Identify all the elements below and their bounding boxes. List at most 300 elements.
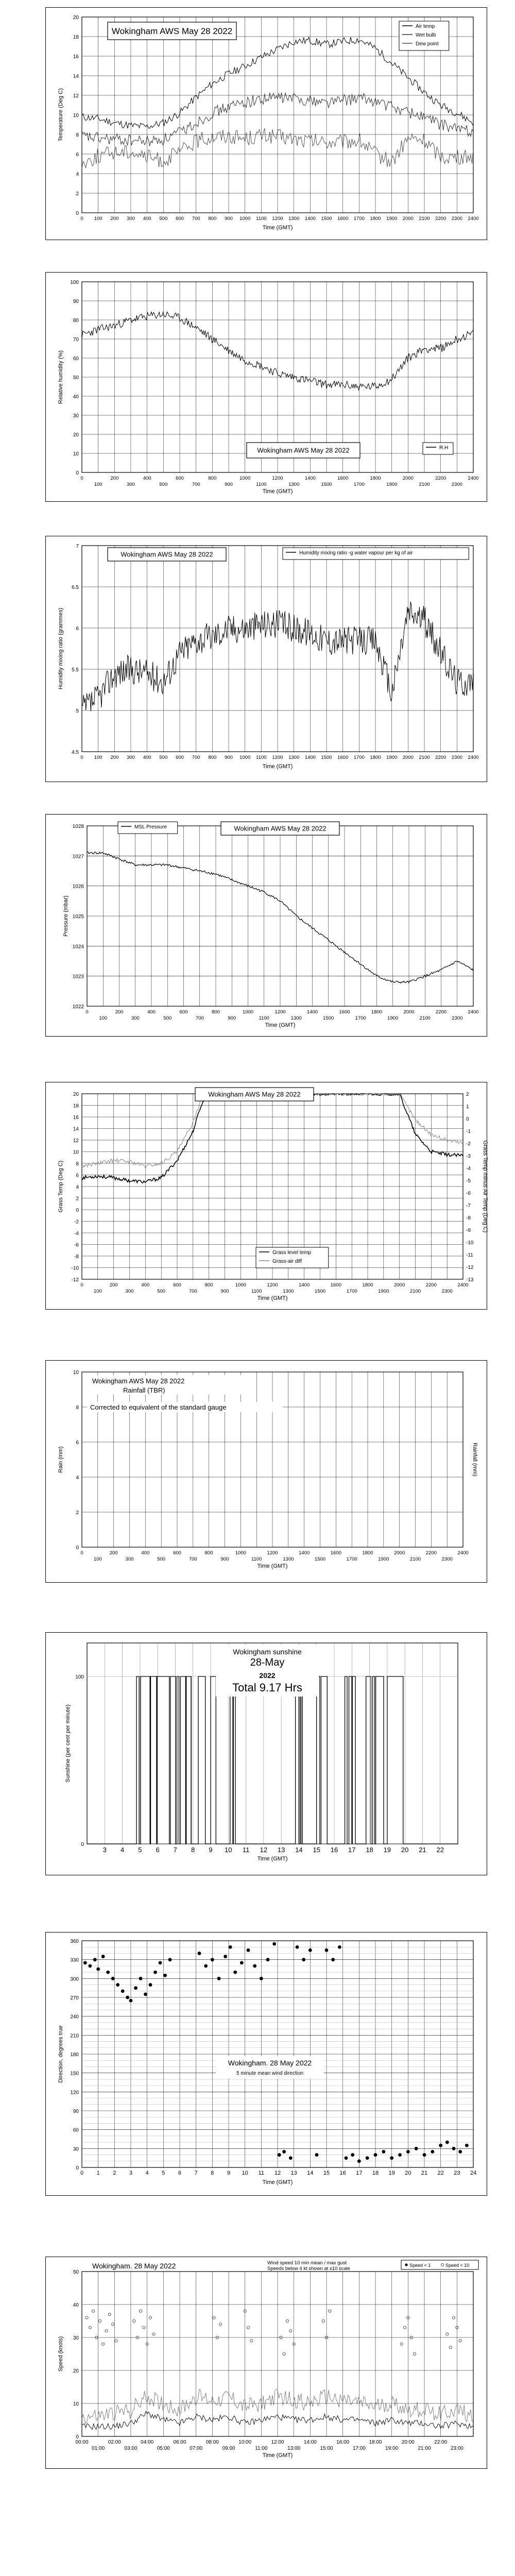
y-tick-label: 30 (73, 413, 79, 419)
grass-temp-chart-panel (45, 1082, 487, 1310)
x-tick-label: 1700 (353, 755, 365, 760)
wind-direction-point (296, 1945, 299, 1949)
x-tick-label: 1200 (272, 216, 283, 222)
x-tick-label: 2400 (457, 1550, 469, 1556)
x-tick-label: 10 (242, 2170, 248, 2176)
wind-direction-point (398, 2153, 402, 2157)
y-tick-label: 360 (70, 1939, 79, 1944)
x-tick-label: 16 (339, 2170, 346, 2176)
y-tick-label: 330 (70, 1957, 79, 1963)
x-tick-label: 15 (313, 1846, 320, 1854)
sunshine-chart-panel (45, 1632, 487, 1875)
x-tick-label: 2000 (403, 1009, 415, 1015)
x-tick-label: 1400 (306, 1009, 318, 1015)
x-tick-label: 18:00 (369, 2439, 382, 2445)
y2-tick-label: -8 (466, 1215, 471, 1221)
x-tick-label: 400 (141, 1550, 150, 1556)
y-tick-label: 4 (76, 1475, 79, 1481)
x-tick-label: 17 (348, 1846, 356, 1854)
x-tick-label: 7 (194, 2170, 198, 2176)
rain-chart-subtitle: Rainfall (TBR) (123, 1386, 165, 1394)
x-tick-label: 10 (225, 1846, 232, 1854)
y-tick-label: 6 (76, 1440, 79, 1446)
x-tick-label: 19:00 (385, 2446, 399, 2451)
x-tick-label: 8 (191, 1846, 195, 1854)
wind-direction-point (144, 1992, 147, 1996)
y-axis-label: Relative humidity (%) (58, 350, 64, 404)
x-tick-label: 06:00 (173, 2439, 186, 2445)
y-axis-label: Pressure (mbar) (63, 895, 69, 937)
y2-axis-label: Rainfall (mm) (472, 1443, 478, 1477)
wind-speed-subtitle2: Speeds below 4 kt shown at x10 scale (267, 2266, 351, 2272)
y-tick-label: 2 (76, 191, 79, 197)
x-tick-label: 1600 (330, 1550, 341, 1556)
y-axis-label: Speed (knots) (58, 2336, 64, 2372)
x-tick-label: 1600 (337, 755, 349, 760)
wind-direction-point (278, 2153, 281, 2157)
x-tick-label: 17 (356, 2170, 363, 2176)
wind-direction-point (351, 2153, 354, 2157)
humidity-chart (46, 273, 487, 501)
grass-temp-chart (46, 1082, 487, 1309)
x-tick-label: 700 (192, 755, 200, 760)
x-tick-label: 12:00 (271, 2439, 284, 2445)
y-tick-label: -2 (74, 1219, 79, 1225)
y-tick-label: 8 (76, 1405, 79, 1411)
x-tick-label: 600 (173, 1550, 181, 1556)
x-tick-label: 18 (366, 1846, 373, 1854)
y2-tick-label: -6 (466, 1191, 471, 1196)
legend-entry: Speed < 10 (445, 2263, 470, 2268)
wind-direction-point (406, 2150, 410, 2154)
x-tick-label: 15:00 (320, 2446, 333, 2451)
y-tick-label: 210 (70, 2033, 79, 2039)
wind-direction-point (83, 1961, 87, 1964)
y-tick-label: 0 (76, 211, 79, 216)
x-tick-label: 800 (212, 1009, 220, 1015)
x-tick-label: 0 (80, 1282, 83, 1288)
x-tick-label: 20 (401, 1846, 409, 1854)
x-tick-label: 09:00 (222, 2446, 235, 2451)
y2-tick-label: -3 (466, 1154, 471, 1159)
x-tick-label: 2100 (409, 1289, 421, 1294)
wind-direction-point (260, 1977, 263, 1980)
x-tick-label: 300 (127, 216, 135, 222)
wind-direction-point (88, 1964, 92, 1968)
y-tick-label: 300 (70, 1976, 79, 1982)
x-tick-label: 1800 (371, 1009, 383, 1015)
x-tick-label: 0 (85, 1009, 89, 1015)
rain-chart-title: Wokingham AWS May 28 2022 (92, 1377, 185, 1385)
x-tick-label: 400 (143, 476, 151, 481)
x-tick-label: 2300 (441, 1289, 453, 1294)
x-tick-label: 400 (141, 1282, 150, 1288)
mixing-ratio-chart (46, 536, 487, 782)
y-tick-label: 100 (75, 1674, 84, 1680)
x-tick-label: 2 (113, 2170, 116, 2176)
y-tick-label: 4 (76, 172, 79, 177)
x-tick-label: 600 (176, 216, 184, 222)
y-tick-label: -4 (74, 1231, 79, 1236)
x-tick-label: 800 (204, 1550, 213, 1556)
x-tick-label: 3 (129, 2170, 133, 2176)
y-tick-label: 30 (73, 2146, 79, 2153)
x-tick-label: 1200 (272, 755, 283, 760)
y-tick-label: 10 (73, 2401, 79, 2407)
x-tick-label: 500 (159, 482, 168, 487)
x-tick-label: 2000 (402, 476, 414, 481)
x-tick-label: 19 (388, 2170, 395, 2176)
x-tick-label: 1400 (304, 476, 316, 481)
y-tick-label: 70 (73, 337, 79, 343)
x-tick-label: 7 (173, 1846, 178, 1854)
y-axis-label: Humidity mixing ratio (grammes) (58, 607, 64, 690)
x-tick-label: 4 (120, 1846, 125, 1854)
x-tick-label: 800 (208, 755, 217, 760)
wind-direction-point (217, 1977, 221, 1980)
wind-direction-point (390, 2156, 393, 2160)
sunshine-chart (46, 1633, 487, 1875)
x-tick-label: 2100 (419, 755, 430, 760)
x-tick-label: 2000 (402, 755, 414, 760)
x-tick-label: 700 (195, 1015, 204, 1021)
wind-direction-point (308, 1948, 312, 1952)
y-tick-label: 20 (73, 15, 79, 21)
x-tick-label: 2300 (441, 1556, 453, 1562)
x-tick-label: 2100 (419, 216, 430, 222)
x-tick-label: 1800 (362, 1282, 373, 1288)
pressure-chart-title: Wokingham AWS May 28 2022 (234, 824, 327, 833)
x-tick-label: 800 (208, 476, 217, 481)
x-tick-label: 300 (127, 755, 135, 760)
grass-chart-title: Wokingham AWS May 28 2022 (208, 1090, 301, 1098)
x-tick-label: 900 (225, 755, 233, 760)
x-tick-label: 0 (80, 1550, 83, 1556)
y-tick-label: 10 (73, 113, 79, 118)
x-tick-label: 01:00 (92, 2446, 105, 2451)
legend-box (423, 443, 453, 454)
y-tick-label: 120 (70, 2090, 79, 2096)
wind-direction-point (224, 1955, 227, 1958)
x-tick-label: 23:00 (450, 2446, 464, 2451)
x-tick-label: 1300 (288, 482, 300, 487)
wind-direction-point (116, 1983, 119, 1987)
x-tick-label: 14:00 (303, 2439, 317, 2445)
y2-tick-label: -9 (466, 1228, 471, 1233)
y-tick-label: 5.5 (72, 667, 79, 673)
y-tick-label: 240 (70, 2014, 79, 2020)
x-tick-label: 2000 (402, 216, 414, 222)
x-tick-label: 2000 (394, 1282, 405, 1288)
y-tick-label: 6.5 (72, 585, 79, 590)
x-tick-label: 1500 (321, 482, 332, 487)
x-tick-label: 1800 (370, 755, 381, 760)
humidity-chart-title: Wokingham AWS May 28 2022 (257, 446, 350, 454)
x-tick-label: 03:00 (124, 2446, 138, 2451)
y-tick-label: 180 (70, 2052, 79, 2058)
y-tick-label: 7 (76, 544, 79, 549)
x-tick-label: 2100 (419, 482, 430, 487)
x-tick-label: 700 (192, 482, 200, 487)
wind-speed-subtitle: Wind speed 10 min mean / max gust (267, 2260, 347, 2266)
wind-direction-point (331, 1958, 335, 1961)
x-tick-label: 1000 (239, 216, 251, 222)
x-tick-label: 10:00 (238, 2439, 252, 2445)
y-tick-label: 1028 (72, 824, 84, 829)
sunshine-date: 28-May (250, 1657, 285, 1668)
wind-direction-point (423, 2153, 426, 2157)
x-tick-label: 0 (80, 2170, 84, 2176)
x-tick-label: 2300 (451, 216, 462, 222)
x-tick-label: 1000 (242, 1009, 254, 1015)
wind-direction-point (159, 1961, 162, 1964)
wind-speed-chart-panel (45, 2257, 487, 2469)
y-tick-label: 270 (70, 1995, 79, 2001)
y-tick-label: 0 (76, 470, 79, 476)
x-tick-label: 1100 (251, 1289, 262, 1294)
x-tick-label: 1100 (256, 482, 267, 487)
x-tick-label: 1300 (290, 1015, 302, 1021)
x-tick-label: 2400 (468, 476, 479, 481)
wind-direction-point (289, 2156, 293, 2160)
wind-direction-point (111, 1977, 115, 1980)
x-tick-label: 21 (421, 2170, 428, 2176)
x-tick-label: 1400 (304, 216, 316, 222)
y2-tick-label: -12 (466, 1265, 474, 1270)
x-tick-label: 700 (188, 1556, 197, 1562)
y-tick-label: 10 (73, 1149, 79, 1156)
y-tick-label: 14 (73, 74, 79, 79)
x-tick-label: 5 (162, 2170, 165, 2176)
y-tick-label: 100 (70, 280, 79, 285)
x-tick-label: 16 (330, 1846, 338, 1854)
x-tick-label: 4 (145, 2170, 149, 2176)
wind-direction-point (345, 2156, 348, 2160)
x-tick-label: 1500 (314, 1556, 326, 1562)
wind-direction-point (93, 1958, 97, 1961)
y-tick-label: -12 (71, 1277, 79, 1283)
x-tick-label: 19 (383, 1846, 391, 1854)
x-tick-label: 500 (163, 1015, 172, 1021)
wind-direction-point (168, 1958, 172, 1961)
y-tick-label: 30 (73, 2335, 79, 2341)
x-tick-label: 1300 (283, 1289, 294, 1294)
y-tick-label: 0 (76, 2165, 79, 2171)
x-tick-label: 900 (220, 1556, 229, 1562)
y2-tick-label: -2 (466, 1141, 471, 1147)
wind-direction-point (139, 1977, 143, 1980)
x-tick-label: 100 (99, 1015, 108, 1021)
x-tick-label: 1900 (378, 1289, 389, 1294)
x-tick-label: 1600 (339, 1009, 350, 1015)
x-axis-label: Time (GMT) (262, 2452, 293, 2459)
x-tick-label: 14 (295, 1846, 303, 1854)
x-tick-label: 500 (157, 1289, 166, 1294)
x-tick-label: 1100 (251, 1556, 262, 1562)
x-tick-label: 1900 (387, 1015, 399, 1021)
y-tick-label: 40 (73, 394, 79, 400)
x-tick-label: 1000 (239, 476, 251, 481)
x-tick-label: 0 (80, 476, 83, 481)
x-tick-label: 300 (131, 1015, 140, 1021)
y-tick-label: 10 (73, 451, 79, 457)
x-tick-label: 9 (209, 1846, 213, 1854)
x-tick-label: 1200 (272, 476, 283, 481)
y-tick-label: 8 (76, 1161, 79, 1167)
y-tick-label: 20 (73, 432, 79, 438)
x-tick-label: 22 (436, 1846, 444, 1854)
x-tick-label: 2200 (425, 1282, 437, 1288)
x-tick-label: 20:00 (401, 2439, 415, 2445)
wind-direction-point (431, 2150, 434, 2154)
x-tick-label: 1100 (259, 1015, 269, 1021)
wind-direction-point (458, 2150, 462, 2154)
x-tick-label: 200 (109, 1550, 118, 1556)
y-axis-label: Rain (mm) (58, 1446, 64, 1473)
x-tick-label: 05:00 (157, 2446, 170, 2451)
legend-entry: Grass level temp (272, 1250, 312, 1256)
wind-direction-point (415, 2147, 418, 2150)
y-tick-label: 14 (73, 1126, 79, 1132)
wind-direction-point (315, 2153, 319, 2157)
x-tick-label: 07:00 (190, 2446, 203, 2451)
wind-direction-point (439, 2144, 442, 2147)
x-tick-label: 1700 (346, 1289, 357, 1294)
y2-tick-label: -11 (466, 1252, 473, 1258)
x-tick-label: 100 (94, 755, 102, 760)
x-tick-label: 1300 (288, 755, 300, 760)
wind-direction-point (266, 1958, 270, 1961)
wind-direction-chart (46, 1933, 487, 2195)
x-tick-label: 11 (258, 2170, 265, 2176)
wind-direction-point (374, 2153, 377, 2157)
x-tick-label: 04:00 (141, 2439, 154, 2445)
y-tick-label: 4.5 (72, 750, 79, 755)
x-tick-label: 1400 (304, 755, 316, 760)
wind-direction-point (445, 2141, 449, 2144)
x-tick-label: 6 (156, 1846, 160, 1854)
x-tick-label: 1900 (386, 216, 398, 222)
y2-tick-label: 0 (466, 1116, 469, 1122)
legend-entry: MSL Pressure (134, 824, 167, 830)
wind-direction-point (229, 1945, 232, 1949)
x-tick-label: 1200 (267, 1550, 278, 1556)
x-tick-label: 2300 (451, 482, 462, 487)
x-tick-label: 2300 (452, 1015, 463, 1021)
y-tick-label: 50 (73, 375, 79, 381)
x-tick-label: 200 (110, 755, 119, 760)
wind-direction-point (247, 1948, 250, 1952)
x-tick-label: 500 (159, 755, 168, 760)
x-tick-label: 1800 (362, 1550, 373, 1556)
x-tick-label: 23 (454, 2170, 460, 2176)
y-tick-label: 90 (73, 299, 79, 304)
legend-entry: Humidity mixing ratio -g water vapour per kg of air (299, 550, 413, 556)
mixing-ratio-chart-panel (45, 536, 487, 782)
wind-direction-point (282, 2150, 286, 2154)
x-tick-label: 2400 (468, 216, 479, 222)
y-tick-label: 50 (73, 2269, 79, 2275)
x-tick-label: 0 (80, 216, 83, 222)
x-tick-label: 1200 (267, 1282, 278, 1288)
x-tick-label: 16:00 (336, 2439, 350, 2445)
x-tick-label: 12 (260, 1846, 268, 1854)
x-tick-label: 6 (178, 2170, 182, 2176)
rain-chart-note: Corrected to equivalent of the standard gauge (90, 1403, 227, 1411)
temperature-chart-title: Wokingham AWS May 28 2022 (111, 26, 233, 36)
legend-entry: Air temp (416, 24, 435, 29)
y-tick-label: 1025 (72, 914, 84, 920)
wind-direction-point (121, 1989, 125, 1993)
x-tick-label: 800 (208, 216, 217, 222)
y2-tick-label: -10 (466, 1240, 474, 1246)
y-tick-label: 1022 (72, 1004, 84, 1010)
x-axis-label: Time (GMT) (257, 1563, 288, 1569)
humidity-chart-panel (45, 272, 487, 502)
y-tick-label: 0 (76, 2434, 79, 2440)
x-tick-label: 1700 (353, 482, 365, 487)
x-tick-label: 1600 (337, 216, 349, 222)
y-tick-label: 2 (76, 1196, 79, 1202)
x-tick-label: 200 (110, 216, 119, 222)
x-axis-label: Time (GMT) (257, 1295, 288, 1301)
y-tick-label: 8 (76, 132, 79, 138)
sunshine-year: 2022 (259, 1671, 276, 1680)
pressure-chart (46, 815, 487, 1036)
wind-direction-point (134, 1986, 138, 1990)
x-tick-label: 24 (470, 2170, 477, 2176)
x-tick-label: 700 (188, 1289, 197, 1294)
x-tick-label: 18 (372, 2170, 379, 2176)
x-tick-label: 1500 (321, 755, 332, 760)
wind-speed-title: Wokingham. 28 May 2022 (92, 2262, 176, 2270)
wind-direction-point (204, 1964, 208, 1968)
x-axis-label: Time (GMT) (262, 2179, 293, 2185)
wind-direction-point (101, 1955, 105, 1958)
x-tick-label: 600 (176, 476, 184, 481)
y2-tick-label: -13 (466, 1277, 474, 1283)
x-tick-label: 300 (127, 482, 135, 487)
wind-direction-point (240, 1961, 244, 1964)
x-tick-label: 00:00 (75, 2439, 89, 2445)
x-tick-label: 800 (204, 1282, 213, 1288)
y-tick-label: 16 (73, 1115, 79, 1121)
x-tick-label: 21 (419, 1846, 426, 1854)
y-tick-label: 1026 (72, 884, 84, 890)
x-tick-label: 13:00 (287, 2446, 301, 2451)
x-axis-label: Time (GMT) (262, 225, 293, 231)
x-axis-label: Time (GMT) (262, 488, 293, 495)
x-tick-label: 9 (227, 2170, 231, 2176)
x-tick-label: 2400 (468, 755, 479, 760)
wind-direction-chart-panel (45, 1932, 487, 2196)
y-axis-label: Sunshine (per cent per minute) (65, 1704, 71, 1783)
y-tick-label: 0 (76, 1545, 79, 1551)
x-tick-label: 02:00 (108, 2439, 121, 2445)
x-tick-label: 100 (93, 1289, 102, 1294)
x-tick-label: 1800 (370, 216, 381, 222)
wind-direction-point (163, 1974, 167, 1977)
x-axis-label: Time (GMT) (257, 1856, 288, 1862)
x-tick-label: 2400 (457, 1282, 469, 1288)
y-tick-label: 18 (73, 35, 79, 40)
x-tick-label: 2300 (451, 755, 462, 760)
wind-direction-subtitle: 5 minute mean wind direction (236, 2071, 304, 2076)
x-tick-label: 1100 (256, 216, 267, 222)
x-tick-label: 100 (94, 216, 102, 222)
x-tick-label: 100 (94, 482, 102, 487)
x-tick-label: 13 (290, 2170, 297, 2176)
